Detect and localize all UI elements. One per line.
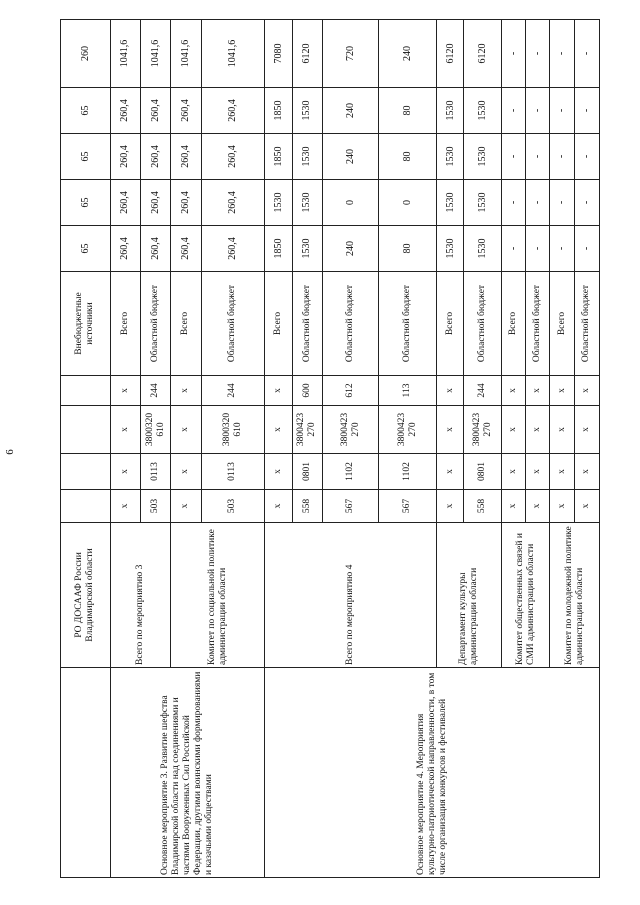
source-cell: Областной бюджет: [574, 272, 599, 376]
code-cell: x: [110, 490, 140, 523]
header-year-2: 65: [61, 180, 111, 226]
responsible-cell: Комитет общественных связей и СМИ администрации области: [501, 523, 550, 668]
code-cell: x: [110, 406, 140, 454]
value-cell: 260,4: [140, 180, 170, 226]
value-cell: 6120: [292, 20, 322, 88]
code-cell: x: [574, 454, 599, 490]
code-cell: 0113: [201, 454, 265, 490]
value-cell: 260,4: [171, 88, 201, 134]
source-cell: Всего: [265, 272, 292, 376]
source-cell: Областной бюджет: [322, 272, 379, 376]
value-cell: 1530: [437, 180, 464, 226]
code-cell: x: [526, 376, 550, 406]
code-cell: x: [501, 406, 525, 454]
header-responsible: РО ДОСААФ России Владимирской области: [61, 523, 111, 668]
code-cell: x: [171, 406, 201, 454]
value-cell: 1041,6: [110, 20, 140, 88]
code-cell: 0801: [464, 454, 501, 490]
responsible-cell: Всего по мероприятию 4: [265, 523, 437, 668]
code-cell: x: [265, 490, 292, 523]
code-cell: x: [526, 406, 550, 454]
table-row: [110, 20, 140, 878]
code-cell: x: [171, 454, 201, 490]
value-cell: -: [574, 134, 599, 180]
value-cell: 0: [322, 180, 379, 226]
value-cell: 260,4: [140, 134, 170, 180]
responsible-cell: Департамент культуры администрации области: [437, 523, 502, 668]
value-cell: 0: [379, 180, 437, 226]
value-cell: 260,4: [140, 88, 170, 134]
value-cell: 80: [379, 134, 437, 180]
source-cell: Всего: [550, 272, 574, 376]
value-cell: 1530: [292, 180, 322, 226]
value-cell: 1850: [265, 226, 292, 272]
code-cell: x: [526, 490, 550, 523]
header-empty-cell: [61, 406, 111, 454]
value-cell: 260,4: [140, 226, 170, 272]
source-cell: Областной бюджет: [292, 272, 322, 376]
table-row: [265, 20, 292, 878]
source-cell: Всего: [501, 272, 525, 376]
source-cell: Областной бюджет: [464, 272, 501, 376]
code-cell: 3800423 270: [379, 406, 437, 454]
value-cell: 1850: [265, 134, 292, 180]
value-cell: 1530: [437, 134, 464, 180]
code-cell: x: [110, 454, 140, 490]
responsible-cell: Всего по мероприятию 3: [110, 523, 171, 668]
rotated-table-container: [60, 20, 600, 878]
code-cell: x: [550, 376, 574, 406]
value-cell: 260,4: [171, 180, 201, 226]
measure-4-title: Основное мероприятие 4. Мероприятия культурно-патриотической направленности, в том числе организация конкурсов и фестивалей: [265, 668, 600, 878]
page-number: 6: [4, 449, 16, 455]
value-cell: -: [501, 134, 525, 180]
value-cell: 1530: [437, 88, 464, 134]
code-cell: 567: [322, 490, 379, 523]
value-cell: -: [574, 20, 599, 88]
value-cell: -: [501, 226, 525, 272]
value-cell: -: [574, 88, 599, 134]
value-cell: 240: [322, 134, 379, 180]
header-empty-cell: [61, 454, 111, 490]
measure-3-title: Основное мероприятие 3. Развитие шефства Владимирской области над соединениями и частями Вооруженных Сил Российской Федерации, другими воинскими формированиями и казачьими обществами: [110, 668, 265, 878]
code-cell: x: [437, 454, 464, 490]
code-cell: 503: [201, 490, 265, 523]
value-cell: 1530: [292, 134, 322, 180]
code-cell: x: [171, 490, 201, 523]
value-cell: 80: [379, 88, 437, 134]
code-cell: x: [501, 490, 525, 523]
code-cell: 244: [201, 376, 265, 406]
code-cell: x: [574, 406, 599, 454]
code-cell: 244: [140, 376, 170, 406]
code-cell: 558: [292, 490, 322, 523]
code-cell: x: [171, 376, 201, 406]
header-funding-source: Внебюджетные источники: [61, 272, 111, 376]
responsible-cell: Комитет по молодежной политике администрации области: [550, 523, 600, 668]
value-cell: 1041,6: [171, 20, 201, 88]
code-cell: x: [550, 454, 574, 490]
value-cell: 260,4: [110, 180, 140, 226]
value-cell: 80: [379, 226, 437, 272]
code-cell: x: [437, 376, 464, 406]
value-cell: 240: [322, 226, 379, 272]
header-empty-cell: [61, 376, 111, 406]
value-cell: 6120: [437, 20, 464, 88]
code-cell: x: [501, 454, 525, 490]
value-cell: 1530: [464, 180, 501, 226]
value-cell: 1041,6: [140, 20, 170, 88]
table-header-row: [61, 20, 111, 878]
code-cell: x: [265, 376, 292, 406]
code-cell: 0113: [140, 454, 170, 490]
value-cell: 260,4: [110, 226, 140, 272]
code-cell: x: [501, 376, 525, 406]
code-cell: x: [550, 490, 574, 523]
value-cell: 1530: [464, 226, 501, 272]
value-cell: 240: [322, 88, 379, 134]
value-cell: 260,4: [171, 226, 201, 272]
value-cell: 260,4: [110, 134, 140, 180]
code-cell: x: [526, 454, 550, 490]
code-cell: x: [437, 406, 464, 454]
code-cell: 1102: [379, 454, 437, 490]
value-cell: 1530: [292, 226, 322, 272]
source-cell: Всего: [110, 272, 140, 376]
code-cell: 3800423 270: [322, 406, 379, 454]
header-year-3: 65: [61, 134, 111, 180]
value-cell: -: [550, 226, 574, 272]
source-cell: Всего: [171, 272, 201, 376]
source-cell: Областной бюджет: [526, 272, 550, 376]
value-cell: 260,4: [201, 180, 265, 226]
value-cell: 260,4: [110, 88, 140, 134]
value-cell: -: [574, 180, 599, 226]
value-cell: -: [501, 180, 525, 226]
value-cell: 1041,6: [201, 20, 265, 88]
code-cell: x: [550, 406, 574, 454]
header-empty-cell: [61, 668, 111, 878]
value-cell: -: [526, 226, 550, 272]
code-cell: 1102: [322, 454, 379, 490]
header-empty-cell: [61, 490, 111, 523]
code-cell: 503: [140, 490, 170, 523]
value-cell: -: [550, 88, 574, 134]
value-cell: 1530: [464, 88, 501, 134]
code-cell: 244: [464, 376, 501, 406]
value-cell: 1530: [265, 180, 292, 226]
code-cell: x: [437, 490, 464, 523]
value-cell: 6120: [464, 20, 501, 88]
code-cell: 600: [292, 376, 322, 406]
code-cell: 113: [379, 376, 437, 406]
source-cell: Областной бюджет: [140, 272, 170, 376]
value-cell: -: [550, 134, 574, 180]
value-cell: 720: [322, 20, 379, 88]
responsible-cell: Комитет по социальной политике администрации области: [171, 523, 265, 668]
code-cell: 0801: [292, 454, 322, 490]
code-cell: 612: [322, 376, 379, 406]
value-cell: -: [501, 20, 525, 88]
value-cell: -: [501, 88, 525, 134]
value-cell: -: [550, 180, 574, 226]
value-cell: -: [526, 20, 550, 88]
source-cell: Всего: [437, 272, 464, 376]
value-cell: 260,4: [171, 134, 201, 180]
code-cell: x: [110, 376, 140, 406]
source-cell: Областной бюджет: [201, 272, 265, 376]
value-cell: 1850: [265, 88, 292, 134]
value-cell: 260,4: [201, 88, 265, 134]
code-cell: 3800320 610: [140, 406, 170, 454]
header-year-4: 65: [61, 88, 111, 134]
value-cell: -: [526, 180, 550, 226]
header-total: 260: [61, 20, 111, 88]
value-cell: 260,4: [201, 226, 265, 272]
value-cell: 7080: [265, 20, 292, 88]
code-cell: 3800423 270: [464, 406, 501, 454]
source-cell: Областной бюджет: [379, 272, 437, 376]
value-cell: 1530: [437, 226, 464, 272]
code-cell: 558: [464, 490, 501, 523]
code-cell: x: [574, 490, 599, 523]
value-cell: -: [526, 88, 550, 134]
value-cell: 240: [379, 20, 437, 88]
value-cell: 260,4: [201, 134, 265, 180]
code-cell: x: [265, 454, 292, 490]
code-cell: 3800320 610: [201, 406, 265, 454]
value-cell: -: [574, 226, 599, 272]
value-cell: 1530: [464, 134, 501, 180]
value-cell: -: [526, 134, 550, 180]
code-cell: 3800423 270: [292, 406, 322, 454]
code-cell: x: [265, 406, 292, 454]
code-cell: 567: [379, 490, 437, 523]
value-cell: 1530: [292, 88, 322, 134]
code-cell: x: [574, 376, 599, 406]
budget-table: [60, 19, 600, 878]
header-year-1: 65: [61, 226, 111, 272]
value-cell: -: [550, 20, 574, 88]
